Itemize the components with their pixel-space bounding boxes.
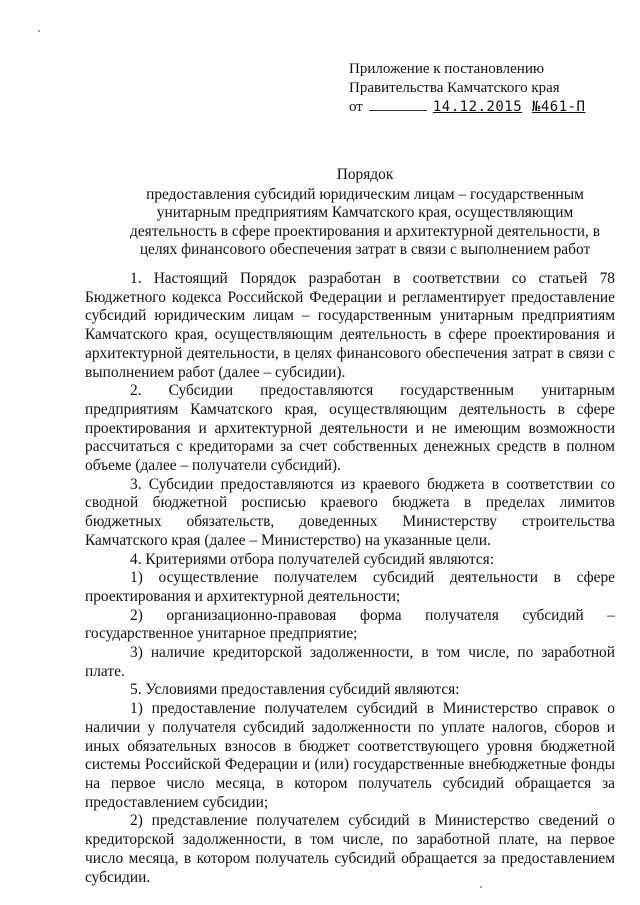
paragraph-4: 4. Критериями отбора получателей субсидий являются: <box>130 550 494 568</box>
resolution-date: 14.12.2015 <box>432 99 523 115</box>
criteria-item-3: 3) наличие кредиторской задолженности, в том числе, по заработной плате. <box>85 644 615 680</box>
title-subtitle: предоставления субсидий юридическим лицам – государственным унитарным предприятиям Камчатского края, осуществляющим деятельность в сфере проектирования и архитектурной деятельности, в целях финансового обеспечения затрат в связи с выполнением работ <box>130 185 600 259</box>
document-title <box>115 166 615 260</box>
attachment-line-2: Правительства Камчатского края <box>349 80 560 96</box>
title-heading: Порядок <box>336 166 394 183</box>
date-blank <box>369 98 427 111</box>
paragraph-5: 5. Условиями предоставления субсидий являются: <box>130 681 460 699</box>
attachment-header <box>349 60 585 117</box>
paragraph-2: 2. Субсидии предоставляются государственным унитарным предприятиям Камчатского края, осуществляющим деятельность в сфере проектирования и архитектурной деятельности и не имеющим возможности рассчитаться с кредиторами за счет собственных денежных средств в полном объеме (далее – получатели субсидий). <box>85 382 615 475</box>
criteria-item-2: 2) организационно-правовая форма получателя субсидий – государственное унитарное предприятие; <box>85 606 615 643</box>
scan-speck <box>38 30 40 32</box>
condition-item-2: 2) представление получателем субсидий в Министерство сведений о кредиторской задолженности, в том числе, по заработной плате, на первое число месяца, в котором получатель субсидий обращается за предоставлением субсидии. <box>85 812 615 886</box>
attachment-date-line <box>349 98 585 117</box>
attachment-line-1: Приложение к постановлению <box>349 61 545 77</box>
condition-item-1: 1) предоставление получателем субсидий в Министерство справок о наличии у получателя субсидий задолженности по уплате налогов, сборов и иных обязательных взносов в бюджет соответствующего уровня бюджетной системы Российской Федерации и (или) государственные внебюджетные фонды на первое число месяца, в котором получатель субсидий обращается за предоставлением субсидии; <box>85 700 615 811</box>
resolution-number: №461-П <box>531 99 586 115</box>
paragraph-1: 1. Настоящий Порядок разработан в соответствии со статьей 78 Бюджетного кодекса Российской Федерации и регламентирует предоставление субсидий юридическим лицам – государственным унитарным предприятиям Камчатского края, осуществляющим деятельность в сфере проектирования и архитектурной деятельности, в целях финансового обеспечения затрат в связи с выполнением работ (далее – субсидии). <box>85 270 615 381</box>
criteria-item-1: 1) осуществление получателем субсидий деятельности в сфере проектирования и архитектурной деятельности; <box>85 569 615 605</box>
from-label: от <box>349 99 363 115</box>
paragraph-3: 3. Субсидии предоставляются из краевого бюджета в соответствии со сводной бюджетной росписью краевого бюджета в пределах лимитов бюджетных обязательств, доведенных Министерству строительства Камчатского края (далее – Министерство) на указанные цели. <box>85 475 615 549</box>
document-body <box>85 270 615 887</box>
